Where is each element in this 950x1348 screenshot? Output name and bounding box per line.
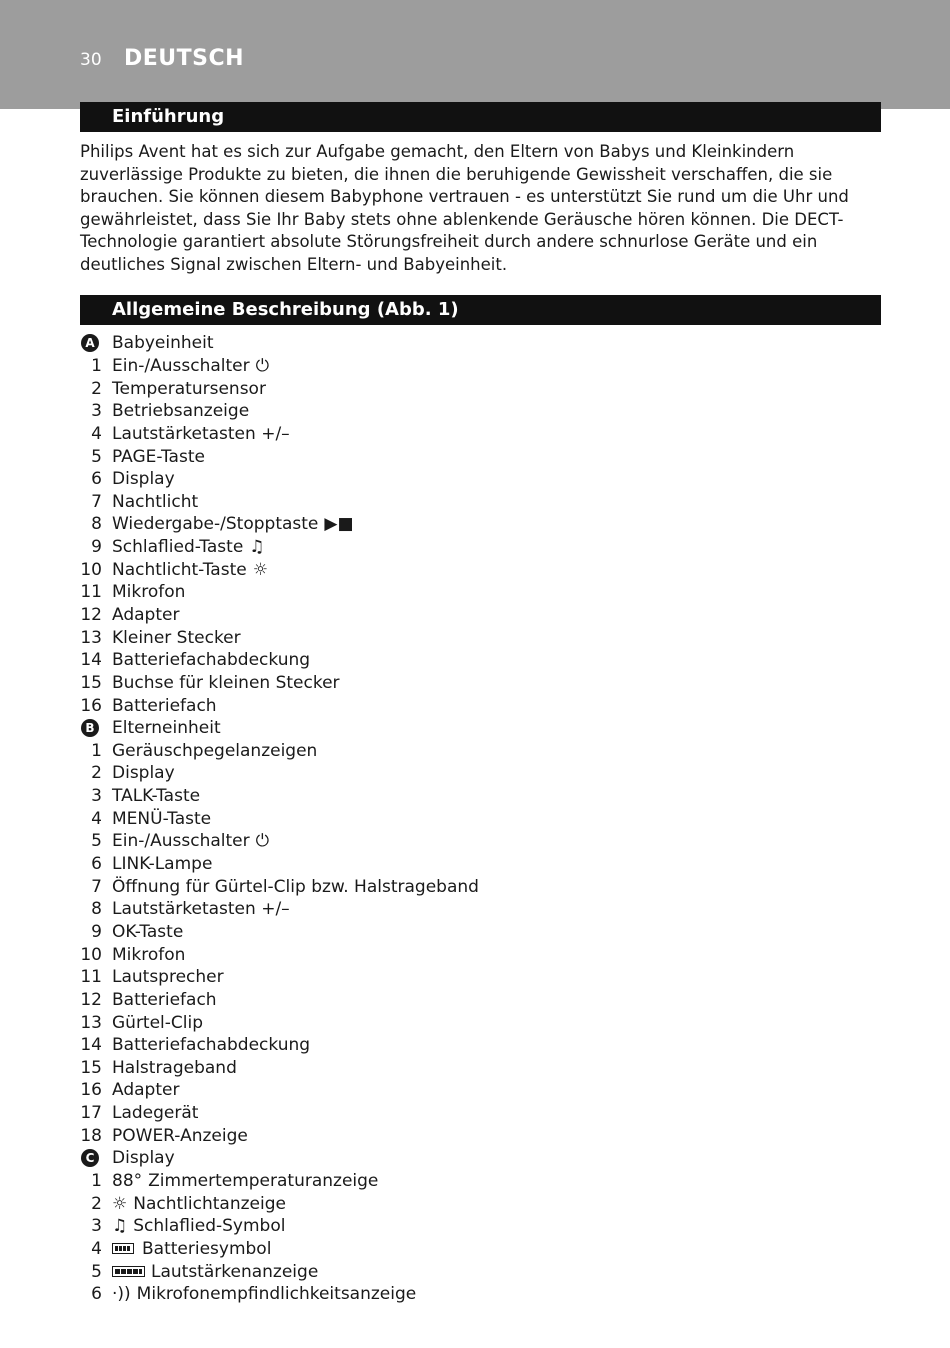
item-number: 7 [91, 491, 102, 512]
item-text [112, 1239, 271, 1259]
item-label: Mikrofon [112, 582, 186, 603]
list-item [78, 830, 878, 853]
item-label: Ein-/Ausschalter [112, 355, 250, 376]
list-item [78, 762, 878, 785]
item-number: 3 [91, 786, 102, 807]
list-item [78, 1102, 878, 1125]
intro-paragraph: Philips Avent hat es sich zur Aufgabe gemacht, den Eltern von Babys und Kleinkindern zuverlässige Produkte zu bieten, die ihnen die beruhigende Gewissheit verschaffen, die sie brauchen. Sie können diesem Babyphone vertrauen - es unterstützt Sie rund um die Uhr und gewährleistet, dass Sie Ihr Baby stets ohne ablenkende Geräusche hören können. Die DECT-Technologie garantiert absolute Störungsfreiheit durch andere schnurlose Geräte und ein deutliches Signal zwischen Eltern- und Babyeinheit. [80, 142, 849, 274]
item-number: 15 [80, 1057, 102, 1078]
list-item [78, 921, 878, 944]
item-number: 10 [80, 944, 102, 965]
item-text [112, 1284, 416, 1304]
item-number: 8 [91, 514, 102, 535]
item-label: Ladegerät [112, 1103, 199, 1124]
list-item [78, 694, 878, 717]
item-text [112, 560, 268, 580]
item-label: Halstrageband [112, 1057, 237, 1078]
item-text [112, 582, 185, 602]
item-label: Batteriefachabdeckung [112, 650, 311, 671]
item-symbol-icon: ♫ [112, 1216, 128, 1237]
list-item [78, 1057, 878, 1080]
item-text [112, 650, 310, 670]
list-item [78, 989, 878, 1012]
item-number: 15 [80, 672, 102, 693]
item-symbol-icon: ⏻ [255, 355, 270, 376]
item-number: 12 [80, 605, 102, 625]
item-number: 14 [80, 1035, 102, 1056]
item-number: 2 [91, 763, 102, 784]
item-number: 1 [91, 1171, 102, 1192]
item-number: 4 [91, 808, 102, 829]
item-number: 13 [80, 627, 102, 648]
item-number: 5 [91, 1261, 102, 1282]
item-symbol-icon: ·)) [112, 1284, 131, 1305]
item-label: Schlaflied-Taste [112, 537, 244, 558]
item-label: MENÜ-Taste [112, 808, 212, 829]
list-item [78, 649, 878, 672]
item-label: Batteriefach [112, 989, 217, 1010]
item-text [112, 831, 269, 851]
item-text [112, 1262, 318, 1282]
item-label: Adapter [112, 1080, 180, 1101]
list-item [78, 1238, 878, 1261]
item-number: 9 [91, 537, 102, 558]
item-number: 10 [80, 559, 102, 580]
item-text [112, 1126, 248, 1146]
item-number: 3 [91, 401, 102, 422]
item-text [112, 492, 198, 512]
list-item [78, 740, 878, 763]
list-item [78, 604, 878, 627]
item-label: LINK-Lampe [112, 854, 213, 875]
item-text [112, 696, 217, 716]
item-symbol-icon: 88° [112, 1171, 143, 1192]
item-text [112, 1013, 203, 1033]
item-label: TALK-Taste [112, 786, 201, 807]
list-item [78, 966, 878, 989]
item-label: Gürtel-Clip [112, 1012, 204, 1033]
item-text [112, 628, 241, 648]
list-item [78, 1260, 878, 1283]
battery-icon [112, 1243, 134, 1254]
item-text [112, 967, 224, 987]
item-number: 17 [80, 1103, 102, 1124]
item-label: Lautstärketasten +/– [112, 423, 290, 444]
item-text [112, 1058, 237, 1078]
list-item [78, 490, 878, 513]
item-number: 6 [91, 854, 102, 875]
item-number: 11 [80, 967, 102, 988]
item-text [112, 854, 212, 874]
item-symbol-icon: ⏻ [255, 831, 270, 852]
item-text [112, 673, 340, 693]
list-item [78, 513, 878, 536]
language-heading: DEUTSCH [124, 46, 245, 71]
list-item [78, 853, 878, 876]
item-number: 18 [80, 1125, 102, 1146]
list-item [78, 1011, 878, 1034]
item-label: Lautstärketasten +/– [112, 899, 290, 920]
item-number: 6 [91, 1284, 102, 1305]
item-label: Ein-/Ausschalter [112, 831, 250, 852]
item-label: Temperatursensor [112, 378, 266, 399]
item-number: 2 [91, 1193, 102, 1214]
volume-bar-icon [112, 1266, 145, 1277]
list-item [78, 581, 878, 604]
item-label: Zimmertemperaturanzeige [148, 1171, 379, 1192]
item-text [112, 1171, 378, 1191]
parts-list [78, 332, 878, 1306]
item-label: Lautstärkenanzeige [151, 1261, 319, 1282]
item-label: Nachtlichtanzeige [133, 1193, 286, 1214]
item-text [112, 1080, 179, 1100]
item-number: 4 [91, 423, 102, 444]
item-label: OK-Taste [112, 921, 184, 942]
item-label: Display [112, 469, 175, 490]
item-number: 1 [91, 355, 102, 376]
list-item [78, 468, 878, 491]
item-label: Nachtlicht-Taste [112, 559, 247, 580]
item-label: POWER-Anzeige [112, 1125, 248, 1146]
item-text [112, 605, 179, 625]
item-text [112, 537, 265, 557]
group-header-a [78, 332, 878, 355]
item-label: Geräuschpegelanzeigen [112, 740, 318, 761]
list-item [78, 1170, 878, 1193]
item-label: Lautsprecher [112, 967, 224, 988]
item-number: 4 [91, 1238, 102, 1259]
item-number: 8 [91, 899, 102, 920]
item-label: Wiedergabe-/Stopptaste [112, 514, 319, 535]
item-number: 9 [91, 921, 102, 942]
item-label: Mikrofonempfindlichkeitsanzeige [136, 1284, 417, 1305]
group-letter-badge: A [81, 334, 99, 352]
item-text [112, 877, 479, 897]
list-item [78, 377, 878, 400]
section-heading-intro: Einführung [80, 102, 881, 132]
item-label: Batteriefach [112, 695, 217, 716]
list-item [78, 672, 878, 695]
group-title: Display [112, 1148, 175, 1169]
item-text [112, 424, 290, 444]
header-band [0, 0, 950, 109]
item-number: 12 [80, 989, 102, 1010]
item-text [112, 809, 211, 829]
item-text [112, 1216, 285, 1236]
item-label: Schlaflied-Symbol [133, 1216, 286, 1237]
item-text [112, 990, 217, 1010]
group-letter-badge: B [81, 719, 99, 737]
list-item [78, 1215, 878, 1238]
list-item [78, 898, 878, 921]
item-number: 5 [91, 446, 102, 467]
item-text [112, 899, 290, 919]
item-label: Batteriesymbol [142, 1238, 272, 1259]
item-text [112, 1194, 286, 1214]
group-letter-badge: C [81, 1149, 99, 1167]
item-number: 3 [91, 1216, 102, 1237]
item-number: 6 [91, 469, 102, 490]
item-number: 5 [91, 831, 102, 852]
section-heading-description: Allgemeine Beschreibung (Abb. 1) [80, 295, 881, 325]
item-text [112, 922, 183, 942]
item-number: 11 [80, 582, 102, 603]
list-item [78, 626, 878, 649]
item-number: 2 [91, 378, 102, 399]
page-number: 30 [80, 50, 102, 70]
item-text [112, 1035, 310, 1055]
item-label: Display [112, 763, 175, 784]
list-item [78, 1124, 878, 1147]
item-number: 16 [80, 695, 102, 716]
list-item [78, 536, 878, 559]
item-label: Öffnung für Gürtel-Clip bzw. Halstrageband [112, 876, 479, 897]
item-symbol-icon: ☼ [112, 1193, 128, 1214]
list-item [78, 1283, 878, 1306]
item-number: 7 [91, 876, 102, 897]
item-text [112, 514, 354, 534]
item-number: 13 [80, 1012, 102, 1033]
item-symbol-icon: ♫ [249, 537, 265, 558]
list-item [78, 355, 878, 378]
item-label: Betriebsanzeige [112, 401, 250, 422]
item-label: PAGE-Taste [112, 446, 205, 467]
item-text [112, 786, 200, 806]
list-item [78, 1034, 878, 1057]
item-label: Adapter [112, 605, 180, 625]
list-item [78, 807, 878, 830]
item-text [112, 401, 249, 421]
list-item [78, 875, 878, 898]
item-text [112, 763, 175, 783]
item-symbol-icon: ☼ [252, 559, 268, 580]
item-number: 16 [80, 1080, 102, 1101]
item-label: Kleiner Stecker [112, 627, 241, 648]
item-symbol-icon: ▶■ [324, 514, 354, 535]
group-header-b [78, 717, 878, 740]
item-text [112, 356, 269, 376]
item-number: 1 [91, 740, 102, 761]
item-text [112, 1103, 198, 1123]
group-title: Babyeinheit [112, 333, 214, 354]
list-item [78, 400, 878, 423]
group-header-c [78, 1147, 878, 1170]
item-label: Mikrofon [112, 944, 186, 965]
item-text [112, 379, 266, 399]
group-title: Elterneinheit [112, 718, 221, 739]
item-label: Nachtlicht [112, 491, 199, 512]
item-text [112, 447, 205, 467]
list-item [78, 558, 878, 581]
list-item [78, 445, 878, 468]
list-item [78, 423, 878, 446]
item-label: Buchse für kleinen Stecker [112, 672, 340, 693]
item-label: Batteriefachabdeckung [112, 1035, 311, 1056]
list-item [78, 785, 878, 808]
item-text [112, 741, 317, 761]
list-item [78, 1192, 878, 1215]
item-text [112, 469, 175, 489]
list-item [78, 1079, 878, 1102]
item-text [112, 945, 185, 965]
item-number: 14 [80, 650, 102, 671]
list-item [78, 943, 878, 966]
